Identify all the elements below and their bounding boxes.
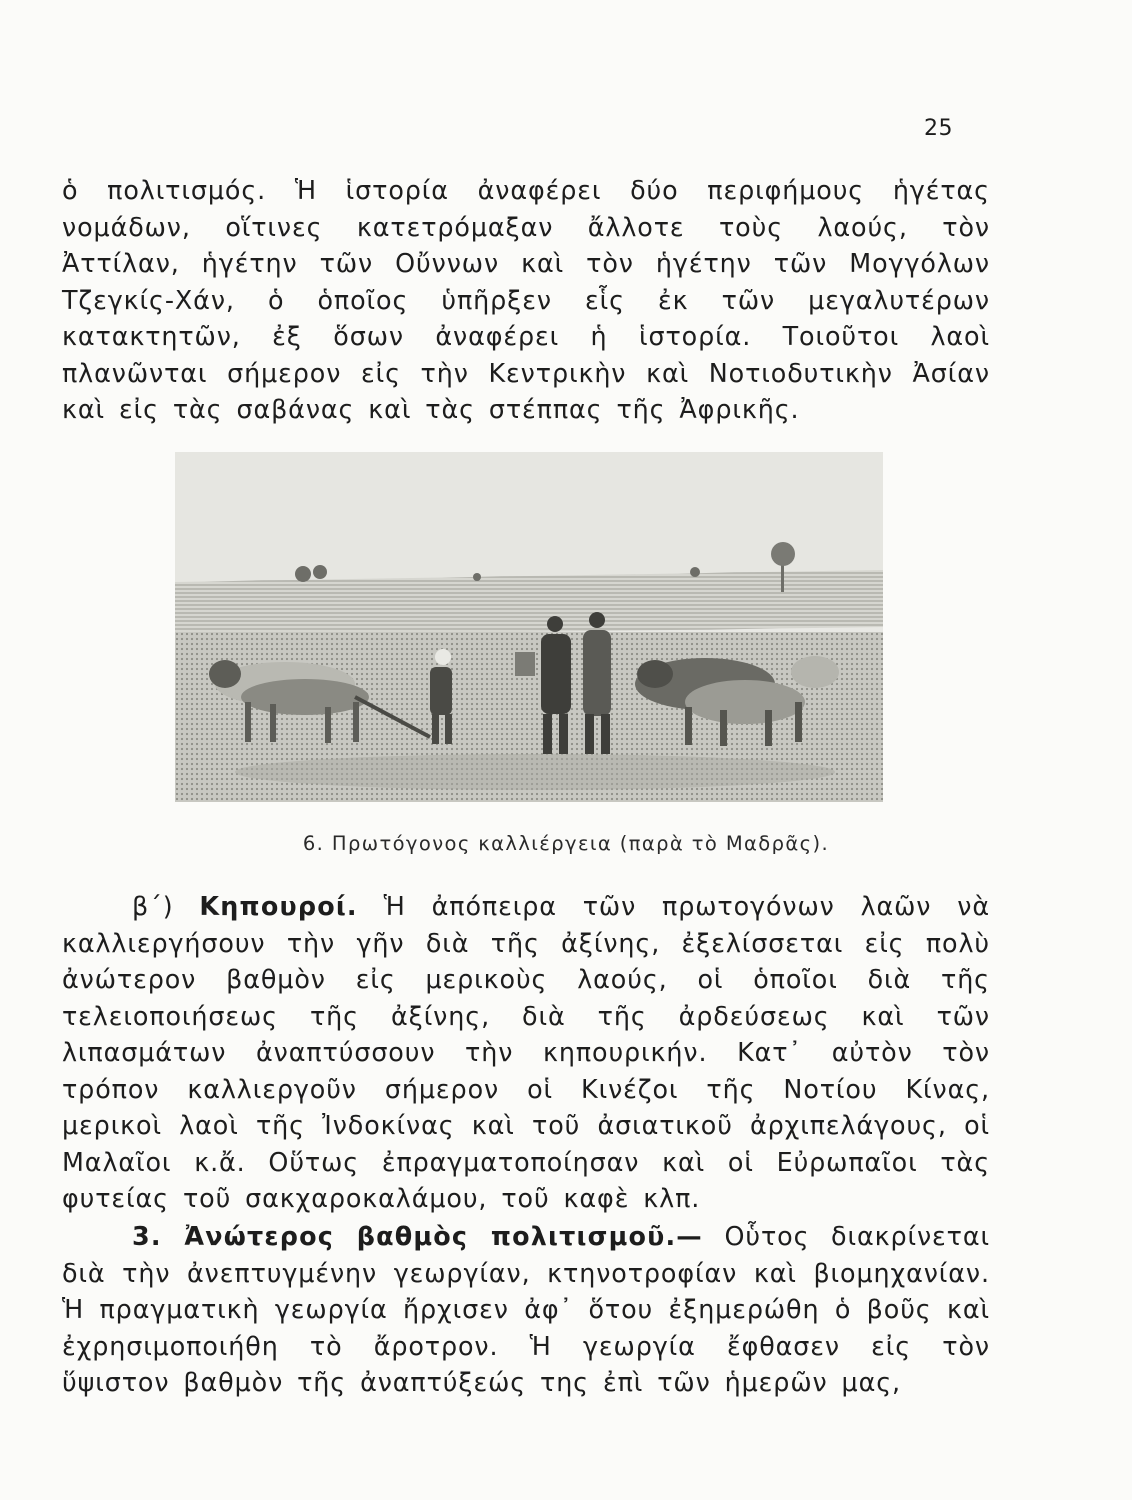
sky	[175, 452, 883, 592]
section-label: β΄)	[132, 891, 174, 921]
figure-photo-plowing	[175, 452, 883, 802]
paragraph-nomads-text: ὁ πολιτισμός. Ἡ ἱστορία ἀναφέρει δύο περιφήμους ἡγέτας νομάδων, οἵτινες κατετρόμαξαν ἄλλοτε τοὺς λαούς, τὸν Ἀττίλαν, ἡγέτην τῶν Οὔννων καὶ τὸν ἡγέτην τῶν Μογγόλων Τζεγκίς-Χάν, ὁ ὁποῖος ὑπῆρξεν εἷς ἐκ τῶν μεγαλυτέρων κατακτητῶν, ἐξ ὅσων ἀναφέρει ἡ ἱστορία. Τοιοῦτοι λαοὶ πλανῶνται σήμερον εἰς τὴν Κεντρικὴν καὶ Νοτιοδυτικὴν Ἀσίαν καὶ εἰς τὰς σαβάνας καὶ τὰς στέππας τῆς Ἀφρικῆς.	[62, 175, 990, 424]
plowing-scene-illustration	[175, 452, 883, 802]
paragraph-gardeners-text: Ἡ ἀπόπειρα τῶν πρωτογόνων λαῶν νὰ καλλιεργήσουν τὴν γῆν διὰ τῆς ἀξίνης, ἐξελίσσεται εἰς πολὺ ἀνώτερον βαθμὸν εἰς μερικοὺς λαούς, οἱ ὁποῖοι διὰ τῆς τελειοποιήσεως τῆς ἀξίνης, διὰ τῆς ἀρδεύσεως καὶ τῶν λιπασμάτων ἀναπτύσσουν τὴν κηπουρικήν. Κατ᾽ αὐτὸν τὸν τρόπον καλλιεργοῦν σήμερον οἱ Κινέζοι τῆς Νοτίου Κίνας, μερικοὶ λαοὶ τῆς Ἰνδοκίνας καὶ τοῦ ἀσιατικοῦ ἀρχιπελάγους, οἱ Μαλαῖοι κ.ἄ. Οὕτως ἐπραγματοποίησαν καὶ οἱ Εὐρωπαῖοι τὰς φυτείας τοῦ σακχαροκαλάμου, τοῦ καφὲ κλπ.	[62, 891, 990, 1213]
page-number: 25	[924, 116, 953, 141]
section-heading-gardeners: Κηπουροί.	[199, 891, 358, 921]
figure-caption: 6. Πρωτόγονος καλλιέργεια (παρὰ τὸ Μαδρᾶς).	[302, 832, 830, 855]
section-heading-higher-civilization: 3. Ἀνώτερος βαθμὸς πολιτισμοῦ.—	[132, 1221, 703, 1251]
paragraph-gardeners	[62, 888, 990, 1217]
paragraph-nomads	[62, 172, 990, 428]
paragraph-higher-civilization-text: Οὗτος διακρίνεται διὰ τὴν ἀνεπτυγμένην γεωργίαν, κτηνοτροφίαν καὶ βιομηχανίαν. Ἡ πραγματικὴ γεωργία ἤρχισεν ἀφ᾽ ὅτου ἐξημερώθη ὁ βοῦς καὶ ἐχρησιμοποιήθη τὸ ἄροτρον. Ἡ γεωργία ἔφθασεν εἰς τὸν ὕψιστον βαθμὸν τῆς ἀναπτύξεώς της ἐπὶ τῶν ἡμερῶν μας,	[62, 1221, 990, 1397]
paragraph-higher-civilization	[62, 1218, 990, 1401]
